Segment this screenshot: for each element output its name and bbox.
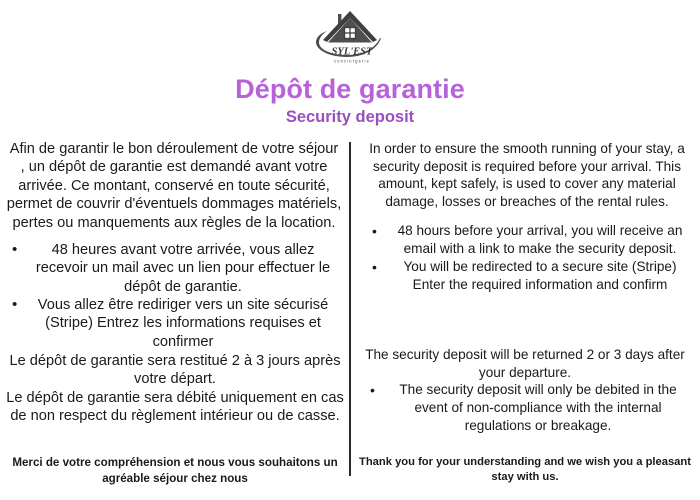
bullet-icon: • bbox=[12, 240, 18, 258]
list-item-label: 48 hours before your arrival, you will receive an email with a link to make the security deposit. bbox=[397, 222, 683, 256]
list-item bbox=[6, 296, 342, 351]
english-debit-list bbox=[358, 381, 692, 435]
list-item-label: Vous allez être rediriger vers un site sécurisé (Stripe) Entrez les informations requises et confirmer bbox=[37, 297, 329, 350]
logo-container bbox=[0, 4, 700, 70]
spacer bbox=[6, 232, 342, 241]
bullet-icon: • bbox=[372, 222, 377, 239]
list-item-label: You will be redirected to a secure site (Stripe) Enter the required information and confirm bbox=[403, 258, 677, 292]
list-item bbox=[360, 222, 694, 258]
sylest-conciergerie-logo bbox=[307, 4, 393, 70]
english-lower-block bbox=[350, 346, 700, 435]
french-debit-paragraph: Le dépôt de garantie sera débité uniquement en cas de non respect du règlement intérieur ou de casse. bbox=[6, 389, 344, 425]
page-title-english: Security deposit bbox=[285, 108, 415, 127]
french-footer-note: Merci de votre compréhension et nous vous souhaitons un agréable séjour chez nous bbox=[12, 456, 338, 485]
list-item-label: 48 heures avant votre arrivée, vous allez recevoir un mail avec un lien pour effectuer le dépôt de garantie. bbox=[35, 241, 331, 295]
page-title-block bbox=[0, 74, 700, 128]
list-item bbox=[360, 258, 694, 294]
english-intro-paragraph: In order to ensure the smooth running of your stay, a security deposit is required before your arrival. This amount, kept safely, is used to cover any material damage, losses or breaches of the rental rules. bbox=[369, 141, 685, 210]
french-intro-paragraph: Afin de garantir le bon déroulement de votre séjour , un dépôt de garantie est demandé avant votre arrivée. Ce montant, conservé en toute sécurité, permet de couvrir d'éventuels dommages matériels, pertes ou manquements aux règles de la location. bbox=[6, 141, 342, 231]
logo-tagline-text: conciergerie bbox=[333, 58, 371, 64]
page-title-french: Dépôt de garantie bbox=[235, 74, 465, 104]
french-refund-paragraph: Le dépôt de garantie sera restitué 2 à 3 jours après votre départ. bbox=[9, 353, 341, 388]
house-roof-swoosh-icon bbox=[307, 4, 393, 70]
bullet-icon: • bbox=[372, 258, 377, 275]
english-refund-paragraph: The security deposit will be returned 2 or 3 days after your departure. bbox=[365, 347, 685, 380]
list-item bbox=[358, 381, 692, 435]
bullet-icon: • bbox=[12, 296, 18, 313]
content-columns bbox=[0, 140, 700, 500]
bullet-icon: • bbox=[370, 382, 375, 399]
french-bullet-list bbox=[6, 241, 342, 351]
french-column bbox=[0, 140, 350, 500]
french-lower-block bbox=[0, 352, 350, 426]
spacer bbox=[360, 211, 694, 222]
english-footer-note: Thank you for your understanding and we wish you a pleasant stay with us. bbox=[359, 456, 691, 484]
list-item bbox=[6, 241, 342, 296]
english-column bbox=[350, 140, 700, 500]
logo-brand-text: SYL'EST bbox=[331, 46, 373, 58]
english-bullet-list bbox=[360, 222, 694, 294]
list-item-label: The security deposit will only be debited in the event of non-compliance with the internal regulations or breakage. bbox=[399, 382, 677, 434]
